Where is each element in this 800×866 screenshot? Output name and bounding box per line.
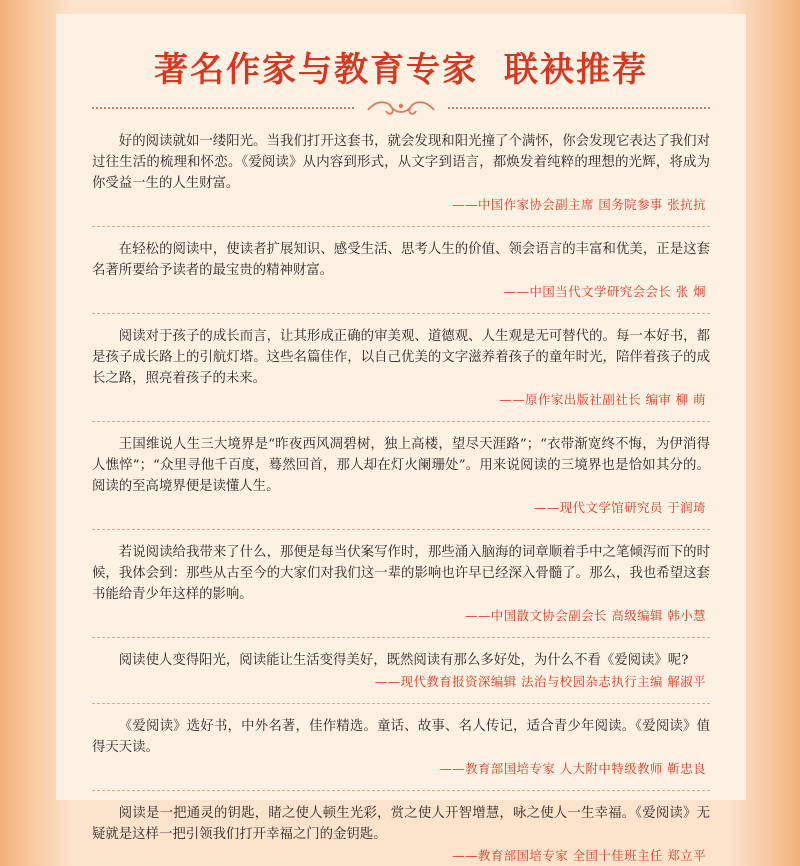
- entry-author: ——中国散文协会副会长 高级编辑 韩小慧: [465, 608, 706, 623]
- entry-separator: [92, 637, 710, 638]
- recommendation-list: [92, 131, 710, 866]
- entry-quote: 在轻松的阅读中，使读者扩展知识、感受生活、思考人生的价值、领会语言的丰富和优美，正是这套名著所要给予读者的最宝贵的精神财富。: [92, 242, 710, 278]
- entry-quote: 《爱阅读》选好书，中外名著，佳作精选。童话、故事、名人传记，适合青少年阅读。《爱阅读》值得天天读。: [92, 719, 710, 755]
- entry-quote: 若说阅读给我带来了什么，那便是每当伏案写作时，那些涌入脑海的词章顺着手中之笔倾泻而下的时候，我体会到：那些从古至今的大家们对我们这一辈的影响也许早已经深入骨髓了。那么，我也希望这套书能给青少年这样的影响。: [92, 545, 710, 602]
- recommendation-entry: [92, 716, 710, 779]
- entry-author: ——教育部国培专家 人大附中特级教师 靳忠良: [439, 761, 706, 776]
- recommendation-entry: [92, 542, 710, 626]
- page-title: [56, 42, 746, 91]
- recommendation-entry: [92, 131, 710, 215]
- entry-separator: [92, 790, 710, 791]
- recommendation-entry: [92, 803, 710, 866]
- entry-quote: 阅读对于孩子的成长而言，让其形成正确的审美观、道德观、人生观是无可替代的。每一本好书，都是孩子成长路上的引航灯塔。这些名篇佳作，以自己优美的文字滋养着孩子的童年时光，陪伴着孩子的成长之路，照亮着孩子的未来。: [92, 329, 710, 386]
- entry-separator: [92, 421, 710, 422]
- entry-author: ——中国作家协会副主席 国务院参事 张抗抗: [452, 197, 706, 212]
- entry-author: ——教育部国培专家 全国十佳班主任 郑立平: [452, 848, 706, 863]
- divider-dots-left: [92, 107, 354, 109]
- recommendation-entry: [92, 239, 710, 302]
- entry-author: ——原作家出版社副社长 编审 柳 萌: [499, 392, 706, 407]
- entry-quote: 王国维说人生三大境界是“昨夜西风凋碧树，独上高楼，望尽天涯路”；“衣带渐宽终不悔，为伊消得人憔悴”；“众里寻他千百度，蓦然回首，那人却在灯火阑珊处”。用来说阅读的三境界也是恰如其分的。阅读的至高境界便是读懂人生。: [92, 437, 710, 494]
- entry-author: ——现代文学馆研究员 于润琦: [533, 500, 706, 515]
- recommendation-entry: [92, 650, 710, 692]
- recommendation-entry: [92, 434, 710, 518]
- entry-separator: [92, 529, 710, 530]
- recommendation-panel: [56, 14, 746, 863]
- entry-quote: 阅读使人变得阳光，阅读能让生活变得美好，既然阅读有那么多好处，为什么不看《爱阅读》呢?: [118, 653, 689, 668]
- scroll-flourish-icon: [362, 98, 440, 118]
- recommendation-entry: [92, 326, 710, 410]
- entry-author: ——现代教育报资深编辑 法治与校园杂志执行主编 解淑平: [374, 674, 706, 689]
- entry-separator: [92, 313, 710, 314]
- title-right: 联袂推荐: [504, 50, 648, 90]
- entry-separator: [92, 703, 710, 704]
- entry-author: ——中国当代文学研究会会长 张 炯: [503, 284, 706, 299]
- title-divider: [92, 100, 710, 116]
- divider-dots-right: [448, 107, 710, 109]
- entry-quote: 好的阅读就如一缕阳光。当我们打开这套书，就会发现和阳光撞了个满怀，你会发现它表达了我们对过往生活的梳理和怀恋。《爱阅读》从内容到形式，从文字到语言，都焕发着纯粹的理想的光辉，将成为你受益一生的人生财富。: [92, 134, 710, 191]
- title-left: 著名作家与教育专家: [154, 50, 478, 90]
- entry-separator: [92, 226, 710, 227]
- entry-quote: 阅读是一把通灵的钥匙，睹之使人顿生光彩，赏之使人开智增慧，咏之使人一生幸福。《爱阅读》无疑就是这样一把引领我们打开幸福之门的金钥匙。: [92, 806, 710, 842]
